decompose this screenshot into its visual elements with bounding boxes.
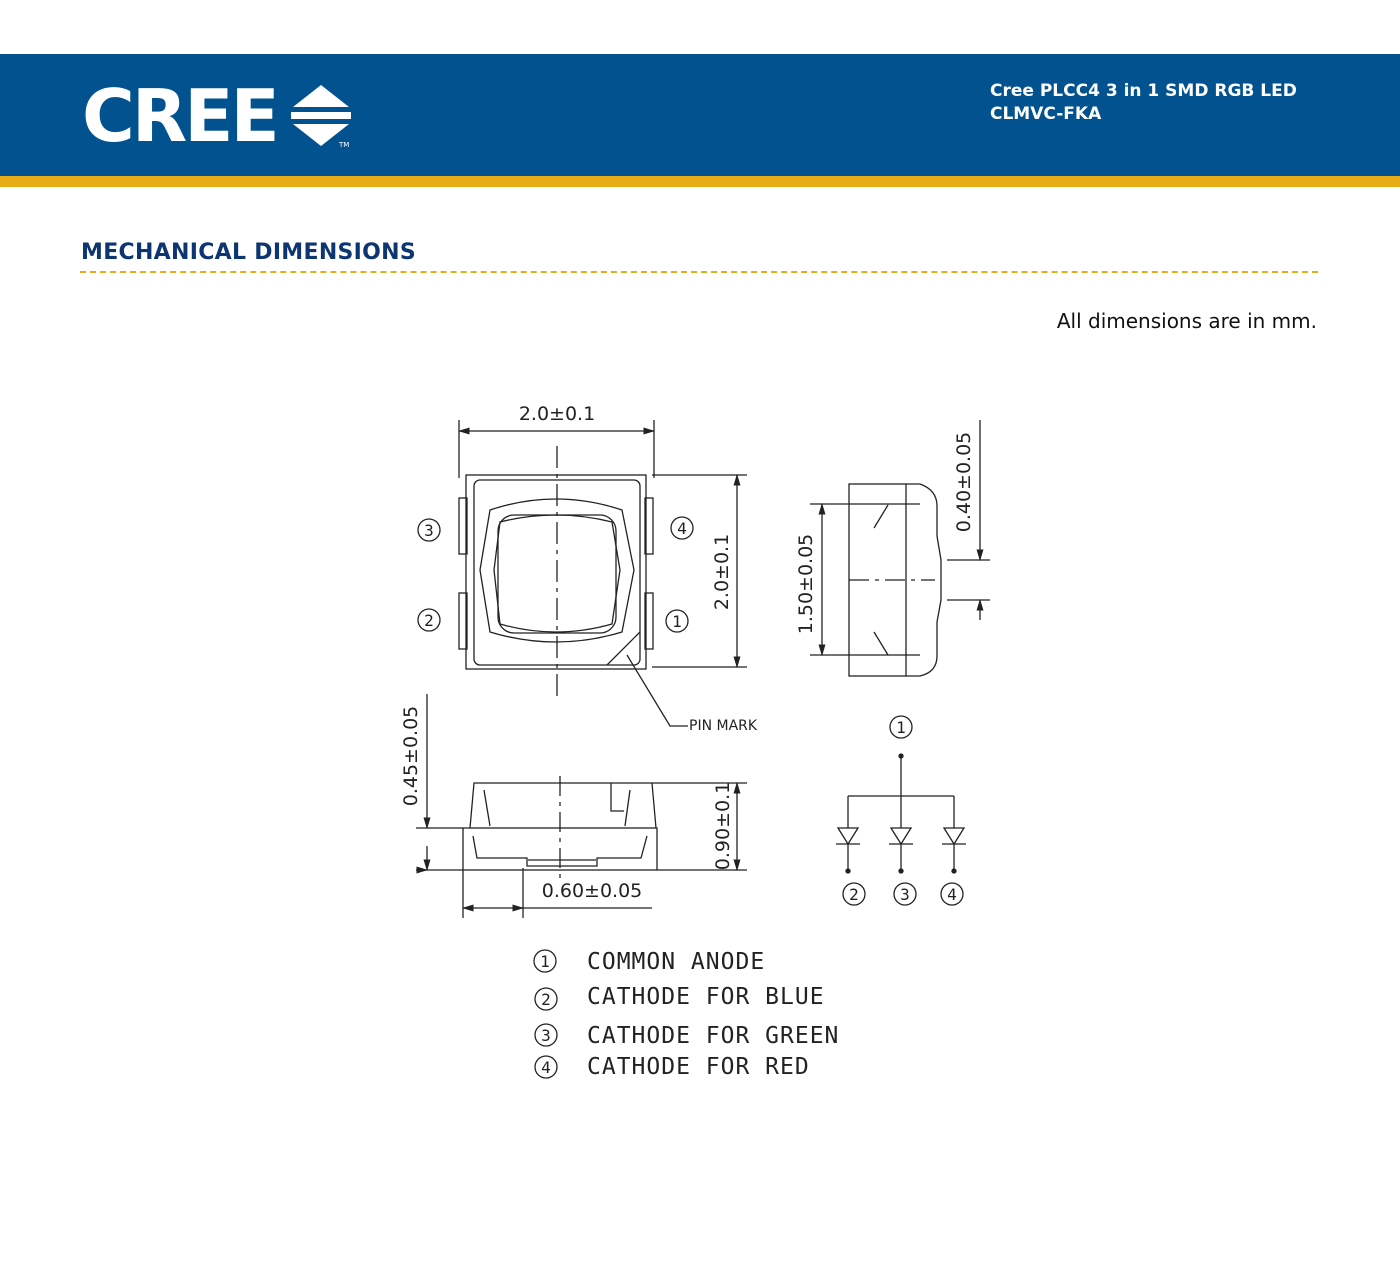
legend-cathode-green: CATHODE FOR GREEN: [587, 1023, 840, 1049]
logo-wordmark: CREE: [82, 74, 277, 158]
legend-cathode-red: CATHODE FOR RED: [587, 1054, 810, 1080]
legend-cathode-blue: CATHODE FOR BLUE: [587, 984, 825, 1010]
side-gap-dim: 0.40±0.05: [953, 431, 975, 533]
top-pin-1: 1: [672, 612, 682, 631]
legend-pin-2: 2: [541, 990, 551, 1009]
top-view: [418, 420, 747, 726]
circuit-cathode-pin-2: 2: [849, 885, 859, 904]
units-note: All dimensions are in mm.: [1056, 309, 1317, 333]
front-body-height-dim: 0.90±0.1: [712, 781, 734, 871]
circuit-schematic: [836, 716, 966, 905]
front-pad-width-dim: 0.60±0.05: [541, 880, 643, 902]
section-title: MECHANICAL DIMENSIONS: [81, 240, 417, 265]
circuit-cathode-pin-3: 3: [900, 885, 910, 904]
pin-mark-label: PIN MARK: [689, 718, 758, 734]
product-name: Cree PLCC4 3 in 1 SMD RGB LED: [990, 81, 1297, 101]
top-height-dim: 2.0±0.1: [711, 533, 733, 611]
trademark: TM: [338, 141, 349, 149]
product-part-number: CLMVC-FKA: [990, 104, 1102, 124]
legend-pin-4: 4: [541, 1058, 551, 1077]
circuit-cathode-pin-4: 4: [947, 885, 957, 904]
top-pin-2: 2: [424, 611, 434, 630]
legend-pin-3: 3: [541, 1026, 551, 1045]
legend-pin-1: 1: [540, 952, 550, 971]
top-pin-3: 3: [424, 521, 434, 540]
circuit-anode-pin: 1: [896, 718, 906, 737]
front-total-height-dim: 0.45±0.05: [400, 705, 422, 807]
top-pin-4: 4: [677, 519, 687, 538]
side-height-dim: 1.50±0.05: [795, 533, 817, 635]
legend-common-anode: COMMON ANODE: [587, 949, 766, 975]
top-width-dim: 2.0±0.1: [518, 403, 596, 425]
